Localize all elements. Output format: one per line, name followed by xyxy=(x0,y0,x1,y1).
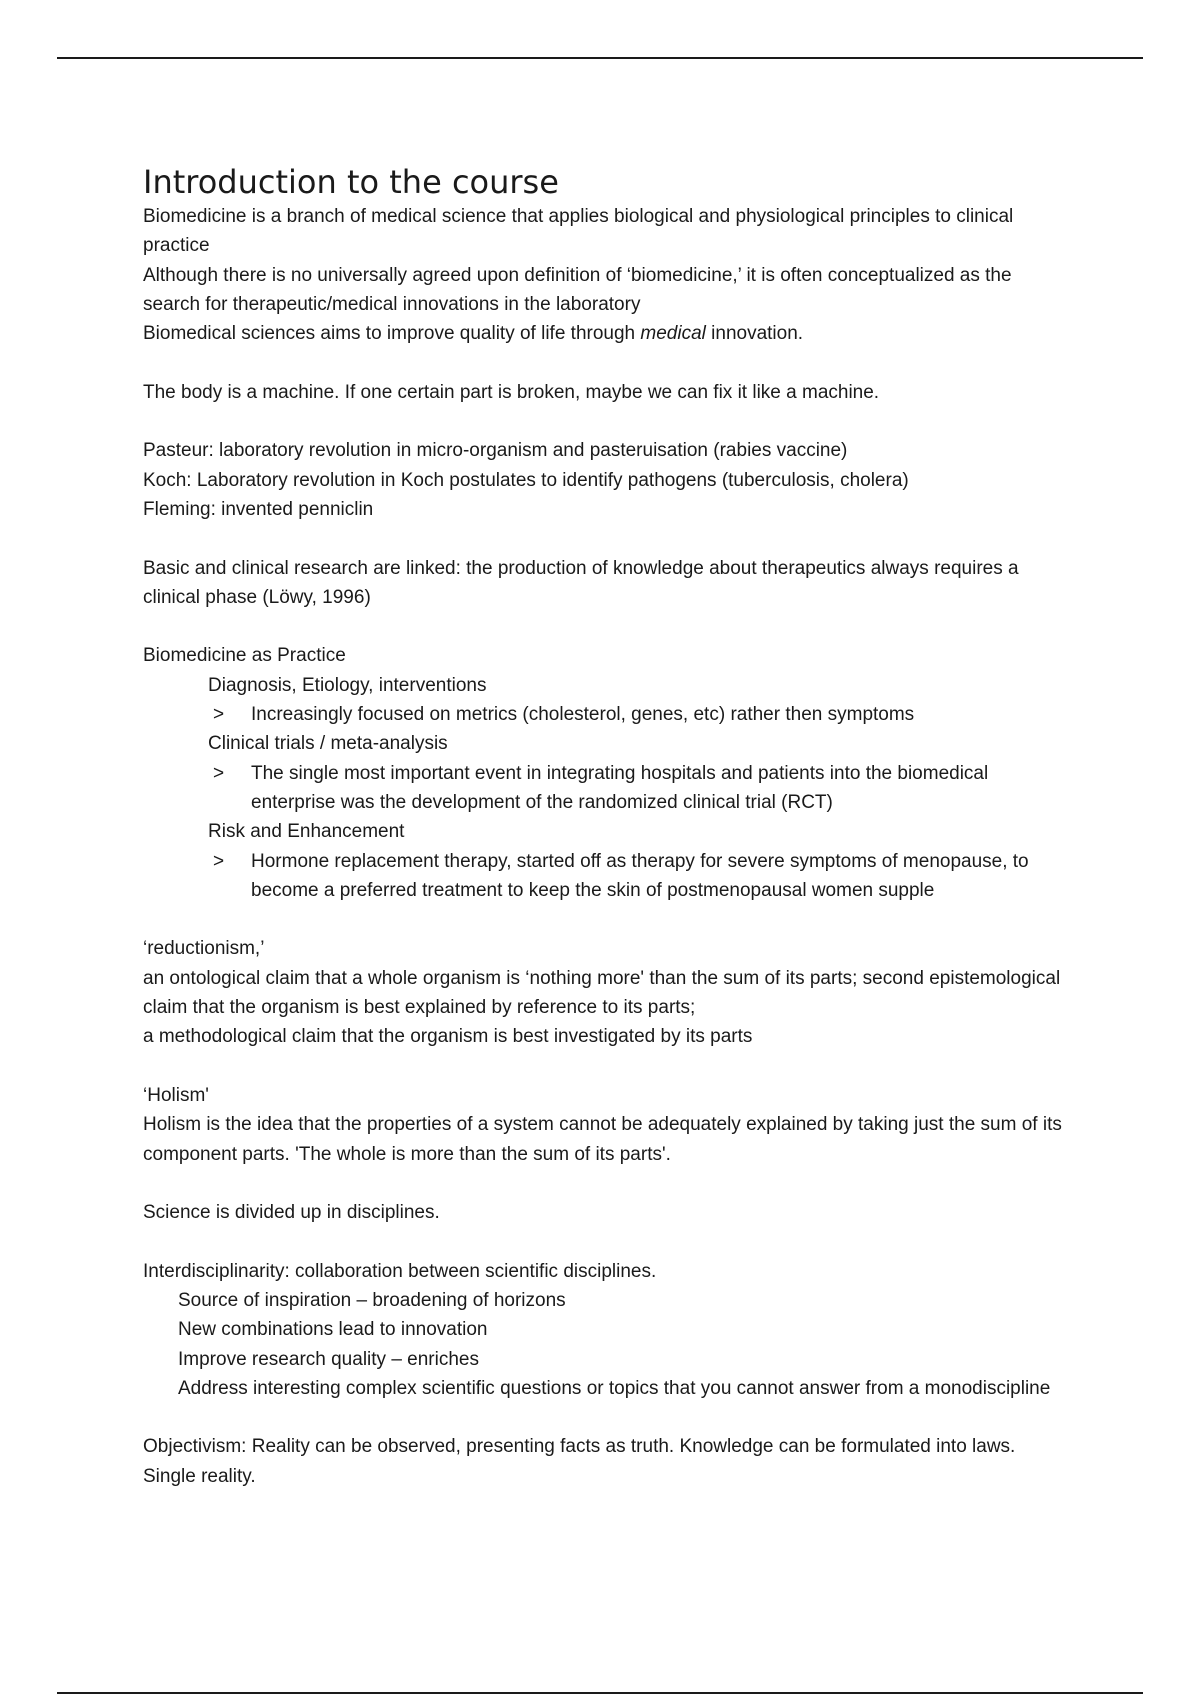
machine-paragraph: The body is a machine. If one certain part is broken, maybe we can fix it like a machine. xyxy=(143,381,880,403)
practice-item-detail: Increasingly focused on metrics (cholesterol, genes, etc) rather then symptoms xyxy=(251,704,915,726)
aims-paragraph xyxy=(143,319,1063,348)
bullet-marker: > xyxy=(213,704,225,726)
practice-item-label: Risk and Enhancement xyxy=(208,821,405,843)
practice-item-detail: The single most important event in integrating hospitals and patients into the biomedical enterprise was the development of the randomized clinical trial (RCT) xyxy=(251,762,989,813)
aims-text-before: Biomedical sciences aims to improve quality of life through xyxy=(143,323,641,345)
list-item xyxy=(143,700,1063,729)
list-item: Address interesting complex scientific questions or topics that you cannot answer from a monodiscipline xyxy=(178,1377,1051,1399)
holism-definition: Holism is the idea that the properties of a system cannot be adequately explained by taking just the sum of its component parts. 'The whole is more than the sum of its parts'. xyxy=(143,1114,1062,1165)
reductionism-methodological: a methodological claim that the organism is best investigated by its parts xyxy=(143,1026,753,1048)
practice-item-label: Diagnosis, Etiology, interventions xyxy=(208,674,487,696)
practice-item-label: Clinical trials / meta-analysis xyxy=(208,733,448,755)
history-fleming: Fleming: invented penniclin xyxy=(143,498,374,520)
practice-heading: Biomedicine as Practice xyxy=(143,645,346,667)
reductionism-term: ‘reductionism,’ xyxy=(143,938,265,960)
holism-term: ‘Holism' xyxy=(143,1084,209,1106)
interdisciplinarity-heading: Interdisciplinarity: collaboration between scientific disciplines. xyxy=(143,1260,657,1282)
reductionism-claims: an ontological claim that a whole organism is ‘nothing more' than the sum of its parts; second epistemological claim that the organism is best explained by reference to its parts; xyxy=(143,967,1061,1019)
research-paragraph: Basic and clinical research are linked: the production of knowledge about therapeutics always requires a clinical phase (Löwy, 1996) xyxy=(143,557,1019,608)
history-koch: Koch: Laboratory revolution in Koch postulates to identify pathogens (tuberculosis, cholera) xyxy=(143,469,909,491)
list-item: Improve research quality – enriches xyxy=(178,1348,479,1370)
objectivism-paragraph: Objectivism: Reality can be observed, presenting facts as truth. Knowledge can be formulated into laws. Single reality. xyxy=(143,1436,1016,1487)
list-item xyxy=(143,847,1063,906)
list-item xyxy=(143,759,1063,818)
header-rule xyxy=(57,57,1143,59)
intro-conceptualization: Although there is no universally agreed upon definition of ‘biomedicine,’ it is often conceptualized as the search for therapeutic/medical innovations in the laboratory xyxy=(143,264,1012,315)
aims-text-after: innovation. xyxy=(705,323,804,345)
bullet-marker: > xyxy=(213,850,225,872)
practice-item-detail: Hormone replacement therapy, started off as therapy for severe symptoms of menopause, to become a preferred treatment to keep the skin of postmenopausal women supple xyxy=(251,850,1029,901)
page-title: Introduction to the course xyxy=(143,163,559,201)
history-pasteur: Pasteur: laboratory revolution in micro-organism and pasteruisation (rabies vaccine) xyxy=(143,440,848,462)
list-item: New combinations lead to innovation xyxy=(178,1319,488,1341)
disciplines-paragraph: Science is divided up in disciplines. xyxy=(143,1202,440,1224)
list-item: Source of inspiration – broadening of horizons xyxy=(178,1289,566,1311)
intro-definition: Biomedicine is a branch of medical science that applies biological and physiological principles to clinical practice xyxy=(143,206,1014,257)
aims-emphasis: medical xyxy=(640,323,706,345)
footer-rule xyxy=(57,1692,1143,1694)
document-body xyxy=(143,162,1063,1491)
bullet-marker: > xyxy=(213,762,225,784)
